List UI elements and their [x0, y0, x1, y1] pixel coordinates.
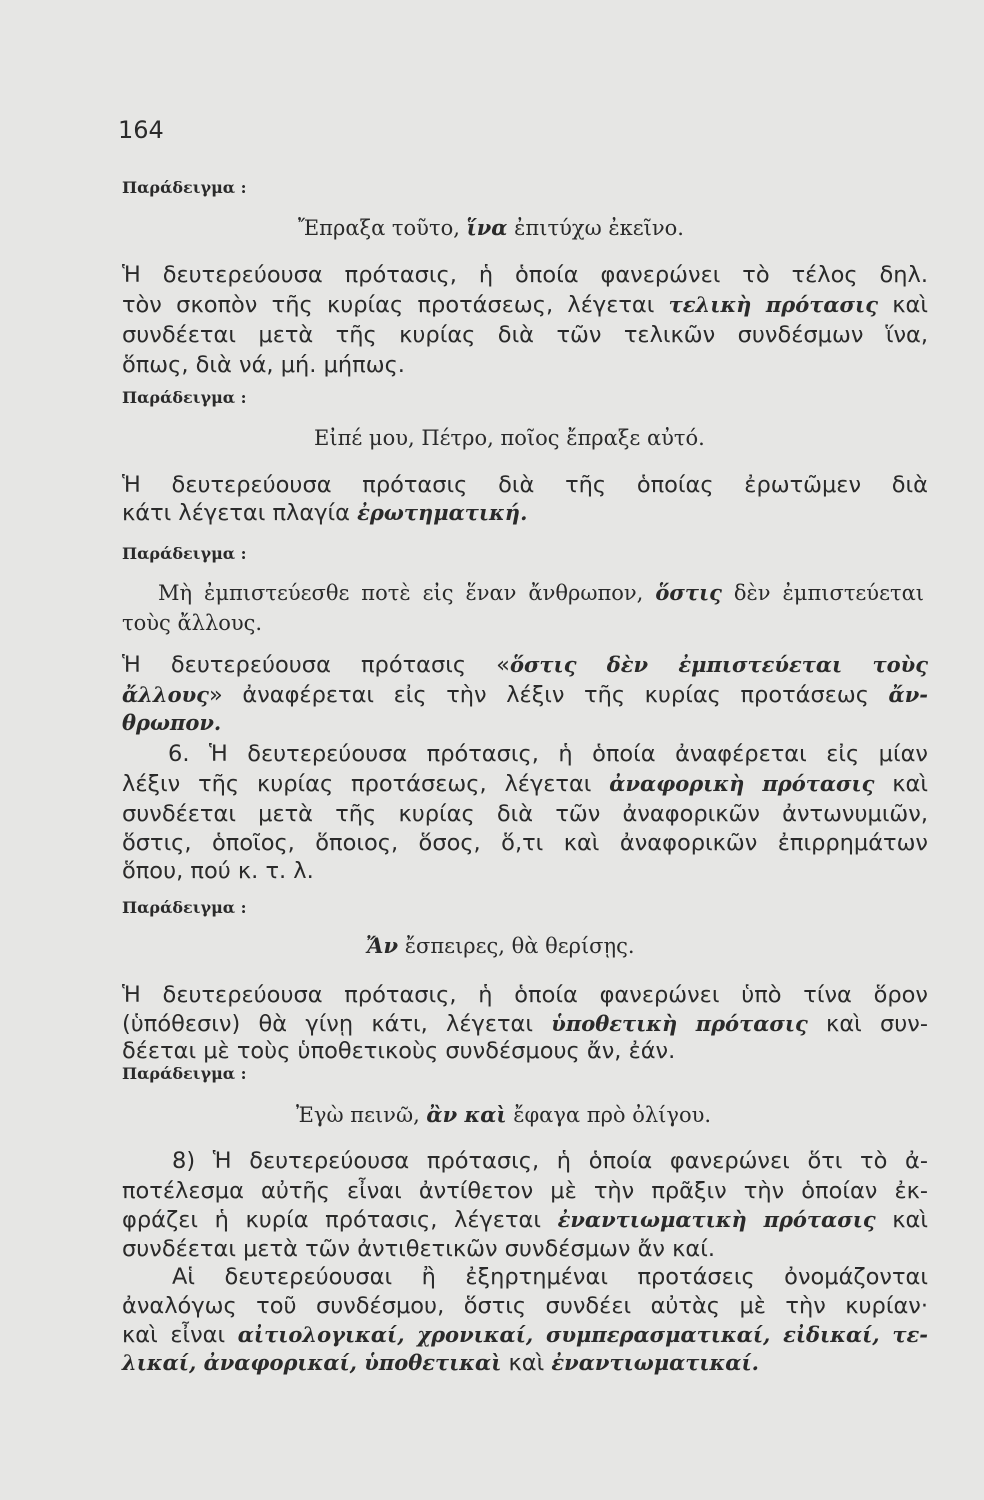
text-line: Ἡ δευτερεύουσα πρότασις «ὅστις δὲν ἐμπιστεύεται τοὺς: [122, 652, 928, 678]
text-line: δέεται μὲ τοὺς ὑποθετικοὺς συνδέσμους ἄν, ἐάν.: [122, 1038, 676, 1064]
text-line: συνδέεται μετὰ τῶν ἀντιθετικῶν συνδέσμων ἄν καί.: [122, 1236, 715, 1262]
text-line: ὅπως, διὰ νά, μή. μήπως.: [122, 352, 405, 378]
text-line: λικαί, ἀναφορικαί, ὑποθετικαὶ καὶ ἐναντιωματικαί.: [122, 1350, 759, 1376]
example-sentence: Ἐγὼ πεινῶ, ἂν καὶ ἔφαγα πρὸ ὀλίγου.: [296, 1102, 712, 1127]
text-line: 8) Ἡ δευτερεύουσα πρότασις, ἡ ὁποία φανερώνει ὅτι τὸ ἀ-: [172, 1148, 928, 1174]
example-sentence: Ἄν ἔσπειρες, θὰ θερίσῃς.: [366, 933, 635, 958]
text-line: ποτέλεσμα αὐτῆς εἶναι ἀντίθετον μὲ τὴν πρᾶξιν τὴν ὁποίαν ἐκ-: [122, 1178, 928, 1204]
example-sentence: Μὴ ἐμπιστεύεσθε ποτὲ εἰς ἕναν ἄνθρωπον, ὅστις δὲν ἐμπιστεύεται: [158, 580, 924, 605]
text-line: θρωπον.: [122, 710, 222, 735]
text-line: κάτι λέγεται πλαγία ἐρωτηματική.: [122, 500, 528, 526]
example-sentence: Ἔπραξα τοῦτο, ἵνα ἐπιτύχω ἐκεῖνο.: [298, 215, 684, 240]
text-line: ἄλλους» ἀναφέρεται εἰς τὴν λέξιν τῆς κυρίας προτάσεως ἄν-: [122, 682, 928, 708]
text-line: τὸν σκοπὸν τῆς κυρίας προτάσεως, λέγεται τελικὴ πρότασις καὶ: [122, 292, 928, 318]
example-label: Παράδειγμα :: [122, 898, 247, 917]
example-label: Παράδειγμα :: [122, 1064, 247, 1083]
example-sentence: τοὺς ἄλλους.: [122, 611, 263, 635]
text-line: Ἡ δευτερεύουσα πρότασις διὰ τῆς ὁποίας ἐρωτῶμεν διὰ: [122, 472, 928, 498]
text-line: συνδέεται μετὰ τῆς κυρίας διὰ τῶν ἀναφορικῶν ἀντωνυμιῶν,: [122, 801, 928, 827]
text-line: φράζει ἡ κυρία πρότασις, λέγεται ἐναντιωματικὴ πρότασις καὶ: [122, 1207, 929, 1233]
page-number: 164: [118, 116, 164, 144]
text-line: Αἱ δευτερεύουσαι ἢ ἐξηρτημέναι προτάσεις ὀνομάζονται: [172, 1264, 928, 1290]
text-line: λέξιν τῆς κυρίας προτάσεως, λέγεται ἀναφορικὴ πρότασις καὶ: [122, 771, 928, 797]
example-label: Παράδειγμα :: [122, 544, 247, 563]
example-sentence: Εἰπέ μου, Πέτρο, ποῖος ἔπραξε αὐτό.: [314, 426, 705, 450]
text-line: καὶ εἶναι αἰτιολογικαί, χρονικαί, συμπερασματικαί, εἰδικαί, τε-: [122, 1322, 928, 1348]
text-line: ἀναλόγως τοῦ συνδέσμου, ὅστις συνδέει αὐτὰς μὲ τὴν κυρίαν·: [122, 1293, 928, 1319]
text-line: 6. Ἡ δευτερεύουσα πρότασις, ἡ ὁποία ἀναφέρεται εἰς μίαν: [168, 741, 928, 767]
text-line: (ὑπόθεσιν) θὰ γίνῃ κάτι, λέγεται ὑποθετικὴ πρότασις καὶ συν-: [122, 1011, 928, 1037]
text-line: συνδέεται μετὰ τῆς κυρίας διὰ τῶν τελικῶν συνδέσμων ἵνα,: [122, 322, 928, 348]
text-line: ὅπου, πού κ. τ. λ.: [122, 858, 314, 884]
text-line: Ἡ δευτερεύουσα πρότασις, ἡ ὁποία φανερώνει τὸ τέλος δηλ.: [122, 262, 928, 288]
text-line: ὅστις, ὁποῖος, ὅποιος, ὅσος, ὅ,τι καὶ ἀναφορικῶν ἐπιρρημάτων: [122, 830, 928, 856]
example-label: Παράδειγμα :: [122, 178, 247, 197]
text-line: Ἡ δευτερεύουσα πρότασις, ἡ ὁποία φανερώνει ὑπὸ τίνα ὅρον: [122, 982, 928, 1008]
example-label: Παράδειγμα :: [122, 388, 247, 407]
